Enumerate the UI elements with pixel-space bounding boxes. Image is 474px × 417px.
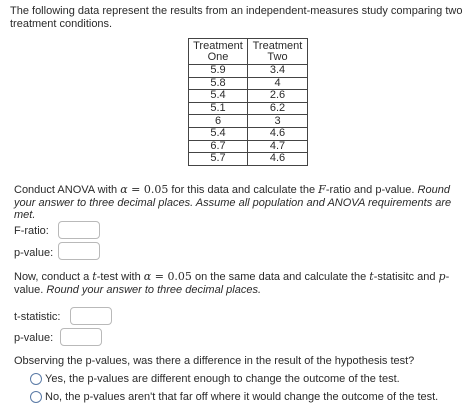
option-label: No, the p-values aren't that far off where it would change the outcome of the test.	[45, 391, 439, 403]
f-ratio-input[interactable]	[58, 221, 100, 239]
comparison-question: Observing the p-values, was there a difference in the result of the hypothesis test?	[14, 355, 415, 367]
t-statistic-input[interactable]	[70, 307, 112, 325]
t-symbol: t	[92, 270, 97, 283]
table-cell: 4.7	[248, 140, 308, 153]
table-cell: 5.8	[189, 77, 248, 90]
table-row	[189, 65, 308, 78]
header-line: Two	[267, 51, 288, 63]
problem-intro: The following data represent the results from an independent-measures study comparing two treatment conditions.	[10, 5, 463, 30]
text-segment: for this data and calculate the	[168, 184, 319, 196]
table-row	[189, 140, 308, 153]
table-cell: 5.1	[189, 102, 248, 115]
table-cell: 5.9	[189, 65, 248, 78]
option-no[interactable]	[30, 391, 438, 403]
header-line: One	[207, 51, 229, 63]
table-cell: 2.6	[248, 90, 308, 103]
column-header-treatment-one	[189, 39, 248, 65]
anova-instructions	[14, 184, 466, 222]
p-symbol: p	[438, 270, 446, 283]
rounding-instruction: Round your answer to three decimal places.	[46, 283, 262, 296]
data-table	[188, 38, 308, 166]
header-line: Treatment	[193, 40, 243, 52]
table-cell: 4.6	[248, 153, 308, 166]
text-segment: -value.	[14, 271, 450, 296]
text-segment: Now, conduct a	[14, 271, 93, 283]
f-ratio-label: F-ratio:	[14, 225, 49, 237]
rounding-instruction: Round your answer to three decimal places. Assume all population and ANOVA requirements are met.	[14, 184, 452, 221]
option-yes[interactable]	[30, 373, 400, 385]
column-header-treatment-two	[248, 39, 308, 65]
table-cell: 5.4	[189, 90, 248, 103]
table-cell: 6.2	[248, 102, 308, 115]
header-line: Treatment	[252, 40, 303, 52]
table-row	[189, 90, 308, 103]
table-header-row	[189, 39, 308, 65]
radio-button-icon[interactable]	[30, 391, 42, 403]
table-cell: 4	[248, 77, 308, 90]
table-cell: 3	[248, 115, 308, 128]
equals-sign: =	[151, 270, 168, 283]
t-test-p-value-label: p-value:	[14, 332, 54, 344]
anova-p-value-input[interactable]	[58, 242, 100, 260]
f-symbol: F	[318, 183, 326, 196]
t-statistic-label: t-statistic:	[14, 311, 61, 323]
radio-button-icon[interactable]	[30, 373, 42, 385]
text-segment: -ratio and p-value.	[325, 184, 418, 196]
table-cell: 5.4	[189, 127, 248, 140]
option-label: Yes, the p-values are different enough to change the outcome of the test.	[45, 373, 400, 385]
table-cell: 3.4	[248, 65, 308, 78]
table-cell: 4.6	[248, 127, 308, 140]
table-cell: 6.7	[189, 140, 248, 153]
equals-sign: =	[127, 183, 144, 196]
t-test-p-value-input[interactable]	[60, 328, 102, 346]
alpha-value: 0.05	[167, 270, 192, 283]
t-test-instructions	[14, 271, 466, 296]
table-row	[189, 115, 308, 128]
table-cell: 5.7	[189, 153, 248, 166]
anova-p-value-label: p-value:	[14, 247, 54, 259]
table-cell: 6	[189, 115, 248, 128]
text-segment: Conduct ANOVA with	[14, 184, 121, 196]
table-row	[189, 77, 308, 90]
alpha-symbol: α	[143, 270, 152, 283]
table-row	[189, 153, 308, 166]
table-row	[189, 102, 308, 115]
text-segment: -statisitc and	[373, 271, 439, 283]
text-segment: on the same data and calculate the	[191, 271, 370, 283]
table-row	[189, 127, 308, 140]
alpha-symbol: α	[120, 183, 128, 196]
alpha-value: 0.05	[143, 183, 169, 196]
text-segment: -test with	[96, 271, 144, 283]
t-symbol: t	[369, 270, 374, 283]
